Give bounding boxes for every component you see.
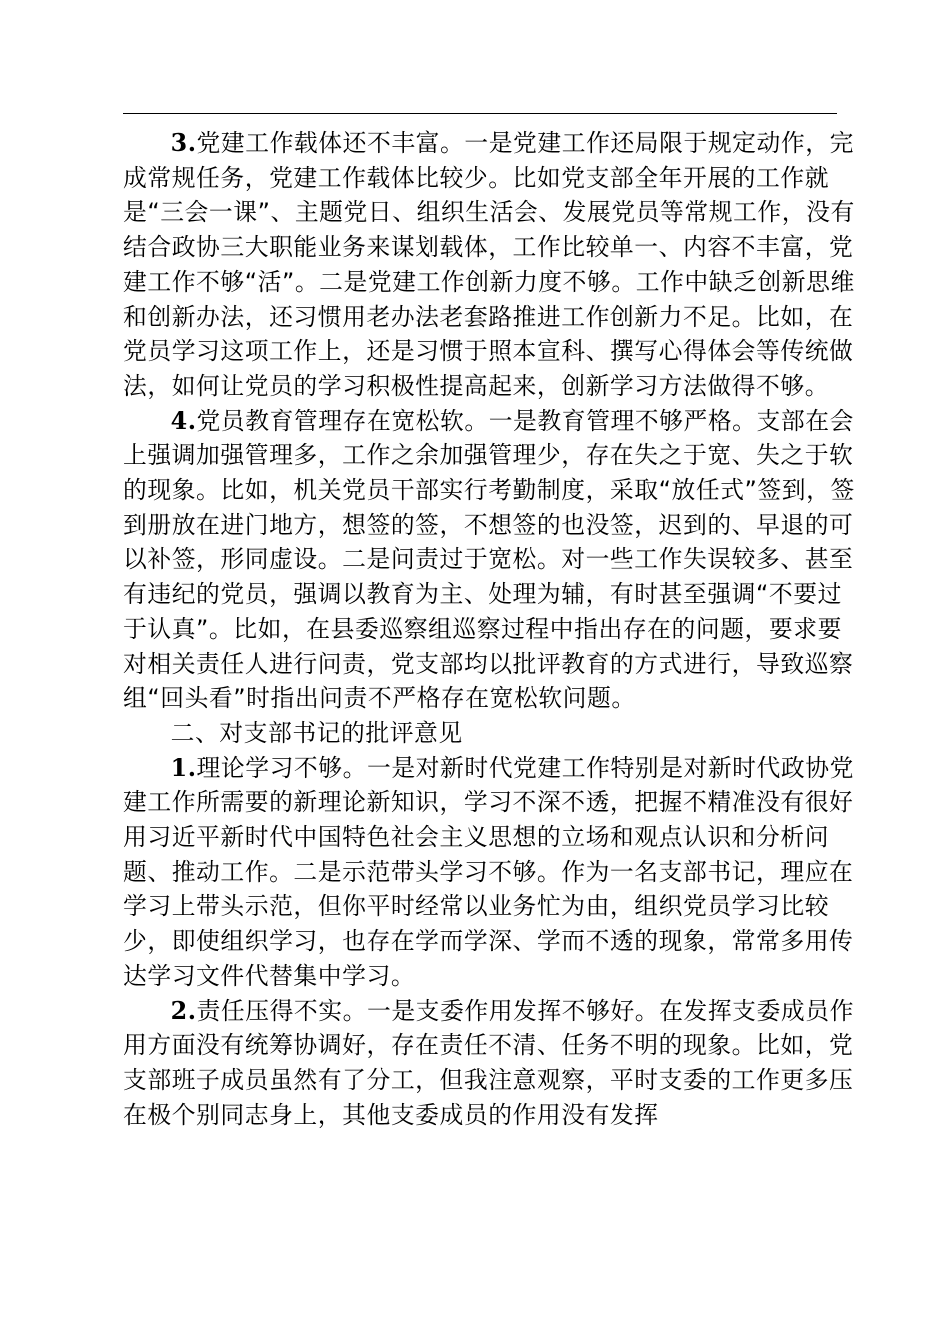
paragraph-number: 3. bbox=[170, 129, 197, 157]
header-rule bbox=[123, 113, 837, 114]
paragraph-text: 责任压得不实。一是支委作用发挥不够好。在发挥支委成员作用方面没有统筹协调好，存在责任不清、任务不明的现象。比如，党支部班子成员虽然有了分工，但我注意观察，平时支委的工作更多压在极个别同志身上，其他支委成员的作用没有发挥 bbox=[123, 996, 854, 1129]
paragraph-text: 理论学习不够。一是对新时代党建工作特别是对新时代政协党建工作所需要的新理论新知识，学习不深不透，把握不精准没有很好用习近平新时代中国特色社会主义思想的立场和观点认识和分析问题、推动工作。二是示范带头学习不够。作为一名支部书记，理应在学习上带头示范，但你平时经常以业务忙为由，组织党员学习比较少，即使组织学习，也存在学而学深、学而不透的现象，常常多用传达学习文件代替集中学习。 bbox=[123, 753, 854, 990]
paragraph-item-1 bbox=[123, 751, 863, 994]
document-body bbox=[123, 126, 863, 1132]
paragraph-number: 2. bbox=[170, 996, 197, 1025]
paragraph-item-3 bbox=[123, 126, 863, 404]
paragraph-item-2 bbox=[123, 994, 863, 1133]
paragraph-text: 党建工作载体还不丰富。一是党建工作还局限于规定动作，完成常规任务，党建工作载体比较少。比如党支部全年开展的工作就是“三会一课”、主题党日、组织生活会、发展党员等常规工作，没有结合政协三大职能业务来谋划载体，工作比较单一、内容不丰富，党建工作不够“活”。二是党建工作创新力度不够。工作中缺乏创新思维和创新办法，还习惯用老办法老套路推进工作创新力不足。比如，在党员学习这项工作上，还是习惯于照本宣科、撰写心得体会等传统做法，如何让党员的学习积极性提高起来，创新学习方法做得不够。 bbox=[123, 129, 855, 400]
paragraph-text: 党员教育管理存在宽松软。一是教育管理不够严格。支部在会上强调加强管理多，工作之余加强管理少，存在失之于宽、失之于软的现象。比如，机关党员干部实行考勤制度，采取“放任式”签到，签到册放在进门地方，想签的签，不想签的也没签，迟到的、早退的可以补签，形同虚设。二是问责过于宽松。对一些工作失误较多、甚至有违纪的党员，强调以教育为主、处理为辅，有时甚至强调“不要过于认真”。比如，在县委巡察组巡察过程中指出存在的问题，要求要对相关责任人进行问责，党支部均以批评教育的方式进行，导致巡察组“回头看”时指出问责不严格存在宽松软问题。 bbox=[123, 406, 855, 713]
paragraph-number: 1. bbox=[170, 753, 197, 782]
section-heading: 二、对支部书记的批评意见 bbox=[170, 718, 463, 747]
paragraph-item-4 bbox=[123, 404, 863, 716]
paragraph-number: 4. bbox=[170, 406, 197, 435]
